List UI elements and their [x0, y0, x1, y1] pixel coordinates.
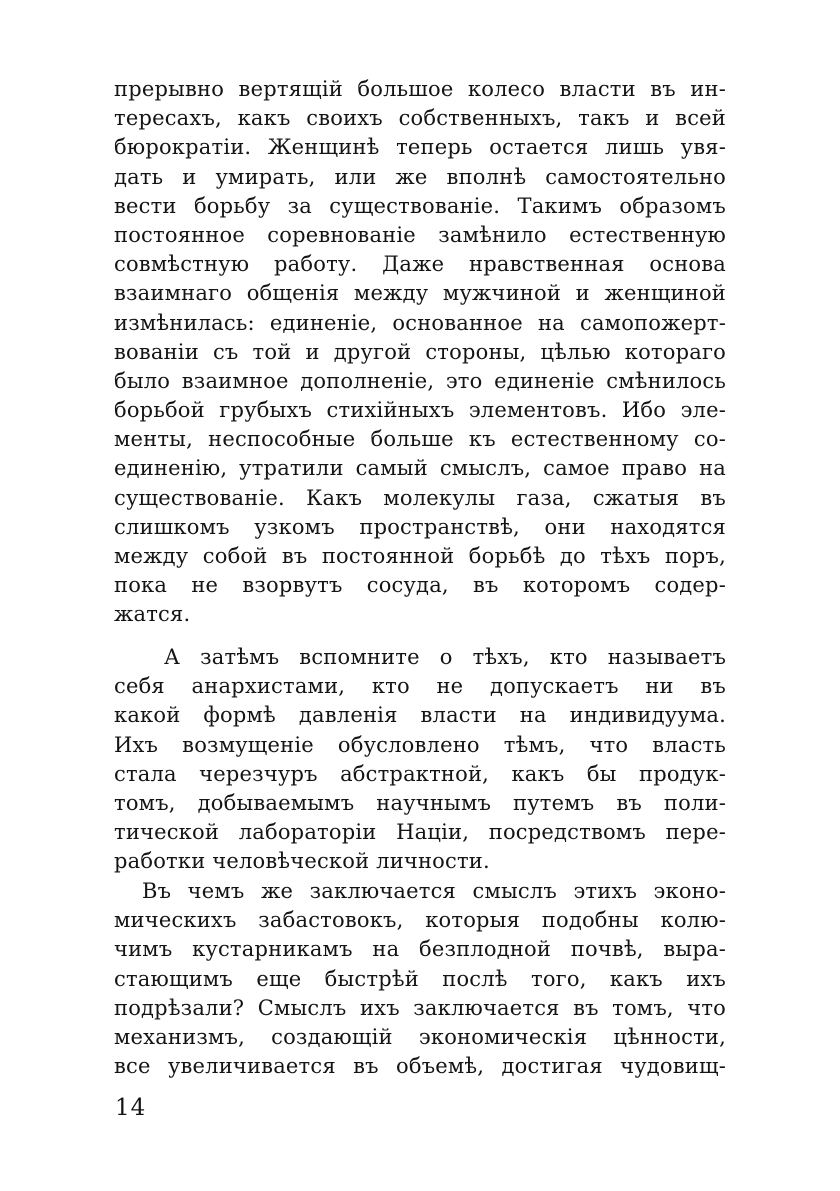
text-line: чимъ кустарникамъ на безплодной почвѣ, выра-	[114, 937, 726, 962]
paragraph-1	[114, 75, 726, 630]
text-line: тической лабораторіи Націи, посредствомъ пере-	[114, 820, 726, 845]
text-line: Въ чемъ же заключается смыслъ этихъ эконо-	[142, 879, 726, 903]
text-line: подрѣзали? Смыслъ ихъ заключается въ томъ, что	[114, 995, 726, 1020]
text-line: бюрократіи. Женщинѣ теперь остается лишь увя-	[114, 135, 726, 160]
text-line: тересахъ, какъ своихъ собственныхъ, такъ и всей	[114, 106, 726, 131]
text-line: томъ, добываемымъ научнымъ путемъ въ поли-	[114, 790, 726, 815]
text-line: существованіе. Какъ молекулы газа, сжатыя въ	[114, 485, 726, 510]
text-line: работки человѣческой личности.	[114, 849, 490, 874]
text-line: себя анархистами, кто не допускаетъ ни въ	[114, 674, 726, 699]
text-line: слишкомъ узкомъ пространствѣ, они находятся	[114, 514, 726, 539]
text-line: постоянное соревнованіе замѣнило естественную	[114, 222, 726, 247]
text-line: измѣнилась: единеніе, основанное на самопожерт-	[114, 310, 726, 335]
text-line: вести борьбу за существованіе. Такимъ образомъ	[114, 193, 726, 218]
text-line: А затѣмъ вспомните о тѣхъ, кто называетъ	[164, 645, 726, 669]
text-line: пока не взорвутъ сосуда, въ которомъ содер-	[114, 573, 726, 598]
paragraph-3	[114, 877, 726, 1081]
text-line: жатся.	[114, 602, 191, 627]
text-line: стающимъ еще быстрѣй послѣ того, какъ ихъ	[114, 966, 726, 991]
text-line: все увеличивается въ объемѣ, достигая чудовищ-	[114, 1054, 726, 1079]
text-line: борьбой грубыхъ стихійныхъ элементовъ. Ибо эле-	[114, 398, 726, 423]
text-line: было взаимное дополненіе, это единеніе смѣнилось	[114, 368, 726, 393]
text-line: какой формѣ давленія власти на индивидуума.	[114, 703, 726, 728]
text-line: менты, неспособные больше къ естественному со-	[114, 427, 726, 452]
text-line: совмѣстную работу. Даже нравственная основа	[114, 252, 726, 277]
text-line: между собой въ постоянной борьбѣ до тѣхъ поръ,	[114, 544, 726, 568]
page-number: 14	[115, 1095, 147, 1121]
text-line: единенію, утратили самый смыслъ, самое право на	[114, 456, 726, 481]
text-line: стала черезчуръ абстрактной, какъ бы продук-	[114, 761, 726, 786]
text-line: прерывно вертящій большое колесо власти въ ин-	[114, 77, 726, 101]
text-line: механизмъ, создающій экономическія цѣнности,	[114, 1024, 726, 1049]
text-line: мическихъ забастовокъ, которыя подобны колю-	[114, 908, 726, 933]
text-line: дать и умирать, или же вполнѣ самостоятельно	[114, 164, 726, 189]
text-line: вованіи съ той и другой стороны, цѣлью котораго	[114, 339, 726, 364]
text-line: взаимнаго общенія между мужчиной и женщиной	[114, 281, 726, 306]
paragraph-2	[114, 643, 726, 877]
text-line: Ихъ возмущеніе обусловлено тѣмъ, что власть	[114, 732, 726, 757]
